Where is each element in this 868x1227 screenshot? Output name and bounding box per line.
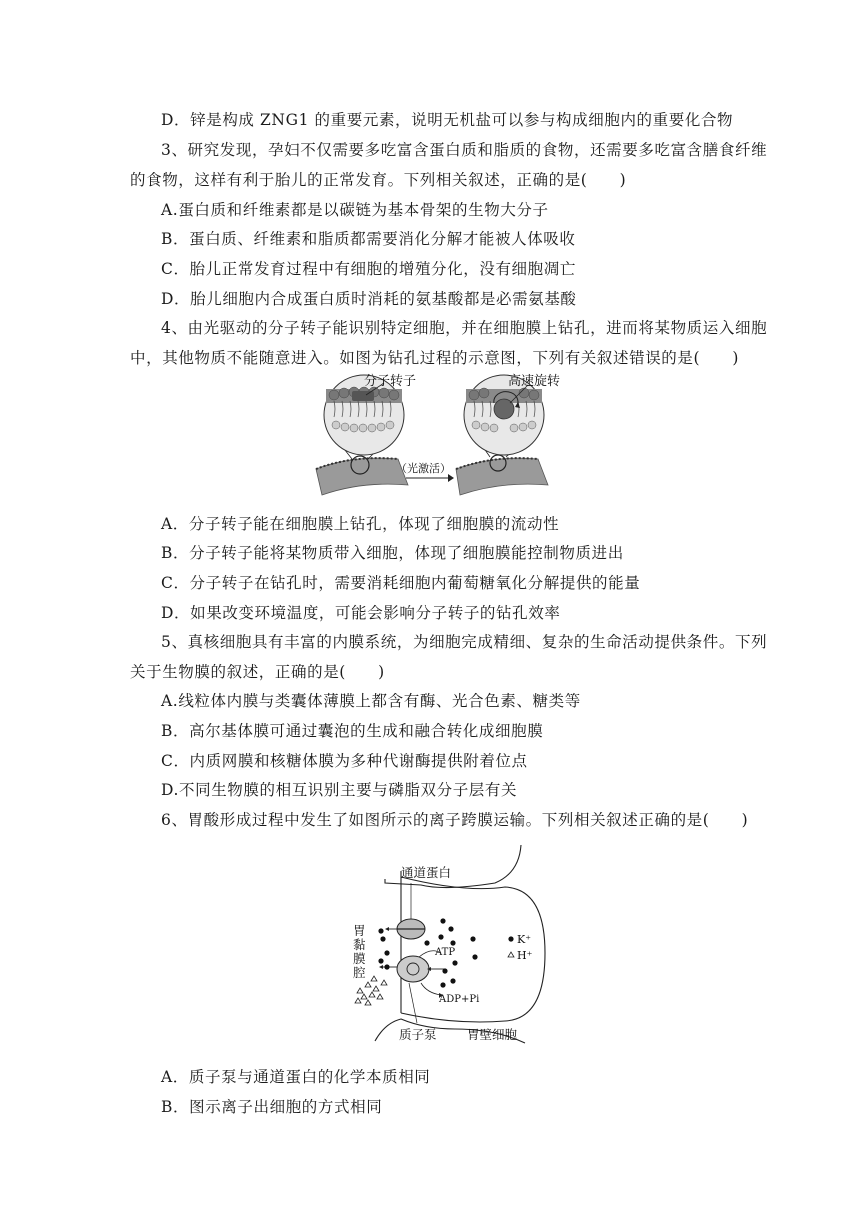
q3-option-a: A.蛋白质和纤维素都是以碳链为基本骨架的生物大分子 bbox=[161, 201, 549, 219]
label-gastric-lumen bbox=[353, 923, 370, 980]
q6-stem: 6、胃酸形成过程中发生了如图所示的离子跨膜运输。下列相关叙述正确的是( ) bbox=[161, 811, 749, 829]
hydrogen-ions bbox=[355, 976, 387, 1005]
q4-option-a: A．分子转子能在细胞膜上钻孔，体现了细胞膜的流动性 bbox=[161, 515, 560, 533]
label-gastric-lumen-ch1: 胃 bbox=[353, 923, 366, 938]
q4-option-c: C．分子转子在钻孔时，需要消耗细胞内葡萄糖氧化分解提供的能量 bbox=[161, 574, 641, 592]
label-molecular-rotor: 分子转子 bbox=[364, 374, 417, 389]
label-gastric-lumen-ch4: 腔 bbox=[353, 965, 366, 980]
label-gastric-lumen-ch3: 膜 bbox=[353, 951, 366, 966]
membrane-before bbox=[316, 456, 408, 495]
q5-option-c: C．内质网膜和核糖体膜为多种代谢酶提供附着位点 bbox=[161, 752, 528, 770]
q5-option-a: A.线粒体内膜与类囊体薄膜上都含有酶、光合色素、糖类等 bbox=[161, 692, 581, 710]
magnified-view-before bbox=[324, 374, 416, 459]
q3-option-d: D．胎儿细胞内合成蛋白质时消耗的氨基酸都是必需氨基酸 bbox=[161, 290, 577, 308]
q5-stem-line1: 5、真核细胞具有丰富的内膜系统，为细胞完成精细、复杂的生命活动提供条件。下列 bbox=[161, 633, 768, 651]
q3-stem-line1: 3、研究发现，孕妇不仅需要多吃富含蛋白质和脂质的食物，还需要多吃富含膳食纤维 bbox=[161, 141, 768, 159]
label-high-speed-rotation: 高速旋转 bbox=[508, 374, 561, 389]
legend-h-label: H⁺ bbox=[517, 949, 533, 962]
q3-option-c: C．胎儿正常发育过程中有细胞的增殖分化，没有细胞凋亡 bbox=[161, 260, 576, 278]
q6-option-a: A．质子泵与通道蛋白的化学本质相同 bbox=[161, 1068, 431, 1086]
legend-k-marker bbox=[508, 936, 513, 941]
q4-option-d: D．如果改变环境温度，可能会影响分子转子的钻孔效率 bbox=[161, 604, 561, 622]
legend-h-marker bbox=[508, 952, 514, 957]
label-parietal-cell: 胃壁细胞 bbox=[467, 1027, 518, 1042]
label-proton-pump: 质子泵 bbox=[399, 1027, 437, 1042]
q4-option-b: B．分子转子能将某物质带入细胞，体现了细胞膜能控制物质进出 bbox=[161, 544, 624, 562]
q4-stem-line1: 4、由光驱动的分子转子能识别特定细胞，并在细胞膜上钻孔，进而将某物质运入细胞 bbox=[161, 319, 768, 337]
q3-stem-line2: 的食物，这样有利于胎儿的正常发育。下列相关叙述，正确的是( ) bbox=[130, 171, 627, 189]
q5-stem-line2: 关于生物膜的叙述，正确的是( ) bbox=[130, 663, 385, 681]
q6-option-b: B．图示离子出细胞的方式相同 bbox=[161, 1098, 383, 1116]
q3-option-b: B．蛋白质、纤维素和脂质都需要消化分解才能被人体吸收 bbox=[161, 230, 576, 248]
label-adp-pi: ADP+Pi bbox=[439, 994, 480, 1005]
q6-ion-transport-figure bbox=[345, 843, 550, 1045]
magnified-view-after bbox=[464, 373, 560, 457]
label-gastric-lumen-ch2: 黏 bbox=[353, 937, 366, 952]
q4-stem-line2: 中，其他物质不能随意进入。如图为钻孔过程的示意图，下列有关叙述错误的是( ) bbox=[130, 349, 739, 367]
proton-pump bbox=[379, 951, 445, 1023]
label-channel-protein: 通道蛋白 bbox=[401, 865, 452, 880]
q5-option-b: B．高尔基体膜可通过囊泡的生成和融合转化成细胞膜 bbox=[161, 722, 544, 740]
legend-k-label: K⁺ bbox=[517, 933, 532, 946]
q2-option-d: D．锌是构成 ZNG1 的重要元素，说明无机盐可以参与构成细胞内的重要化合物 bbox=[161, 111, 734, 129]
label-atp: ATP bbox=[435, 947, 456, 958]
label-light-activation: （光激活） bbox=[396, 462, 451, 475]
channel-protein bbox=[385, 883, 425, 939]
q5-option-d: D.不同生物膜的相互识别主要与磷脂双分子层有关 bbox=[161, 781, 518, 799]
membrane-after bbox=[456, 455, 548, 495]
q4-rotor-figure bbox=[312, 373, 574, 505]
